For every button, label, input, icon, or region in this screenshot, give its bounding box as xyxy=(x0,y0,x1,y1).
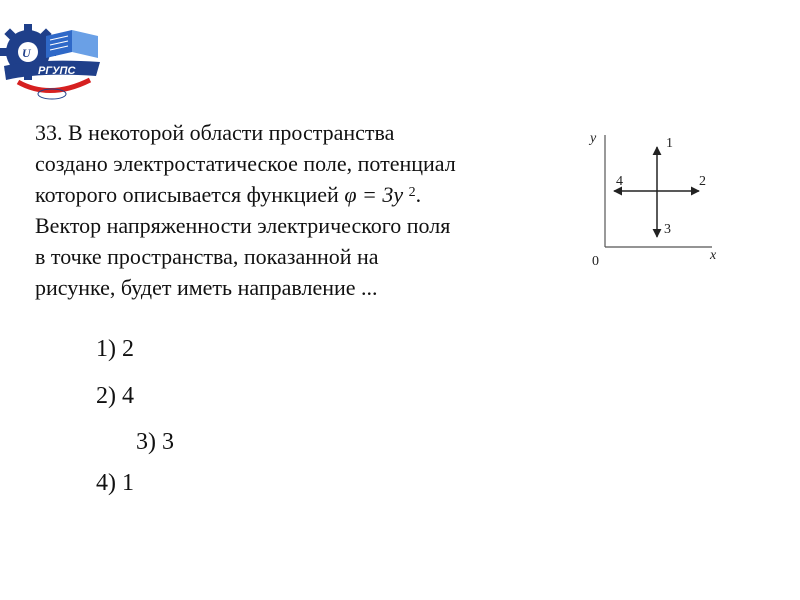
formula-exponent: 2 xyxy=(408,185,416,200)
question-line-3 xyxy=(35,179,570,210)
logo-name: РГУПС xyxy=(38,65,76,77)
arrow-label-4: 4 xyxy=(616,174,623,189)
answer-option-4[interactable]: 4) 1 xyxy=(96,470,134,496)
arrow-label-1: 1 xyxy=(666,136,673,151)
x-axis-label: x xyxy=(710,248,717,263)
question-line-5: в точке пространства, показанной на xyxy=(35,244,379,269)
question-line-2: создано электростатическое поле, потенциал xyxy=(35,151,456,176)
answer-option-3[interactable]: 3) 3 xyxy=(136,429,174,455)
banner xyxy=(4,61,100,80)
answer-option-1[interactable]: 1) 2 xyxy=(96,336,134,362)
origin-label: 0 xyxy=(592,254,599,269)
question-line-3-suffix: . xyxy=(415,182,422,207)
question-line-6: рисунке, будет иметь направление ... xyxy=(35,275,378,300)
svg-text:U: U xyxy=(22,46,31,60)
arrow-label-2: 2 xyxy=(699,174,706,189)
potential-formula: φ = 3y xyxy=(344,182,409,207)
y-axis-label: y xyxy=(590,131,597,146)
arrow-label-3: 3 xyxy=(664,222,671,237)
question-line-1: 33. В некоторой области пространства xyxy=(35,120,395,145)
book-icon xyxy=(46,30,98,58)
question-text xyxy=(35,117,570,303)
question-line-3-prefix: которого описывается функцией xyxy=(35,182,345,207)
direction-figure xyxy=(582,125,730,273)
question-line-4: Вектор напряженности электрического поля xyxy=(35,213,451,238)
answer-option-2[interactable]: 2) 4 xyxy=(96,383,134,409)
rgups-logo xyxy=(0,22,104,102)
